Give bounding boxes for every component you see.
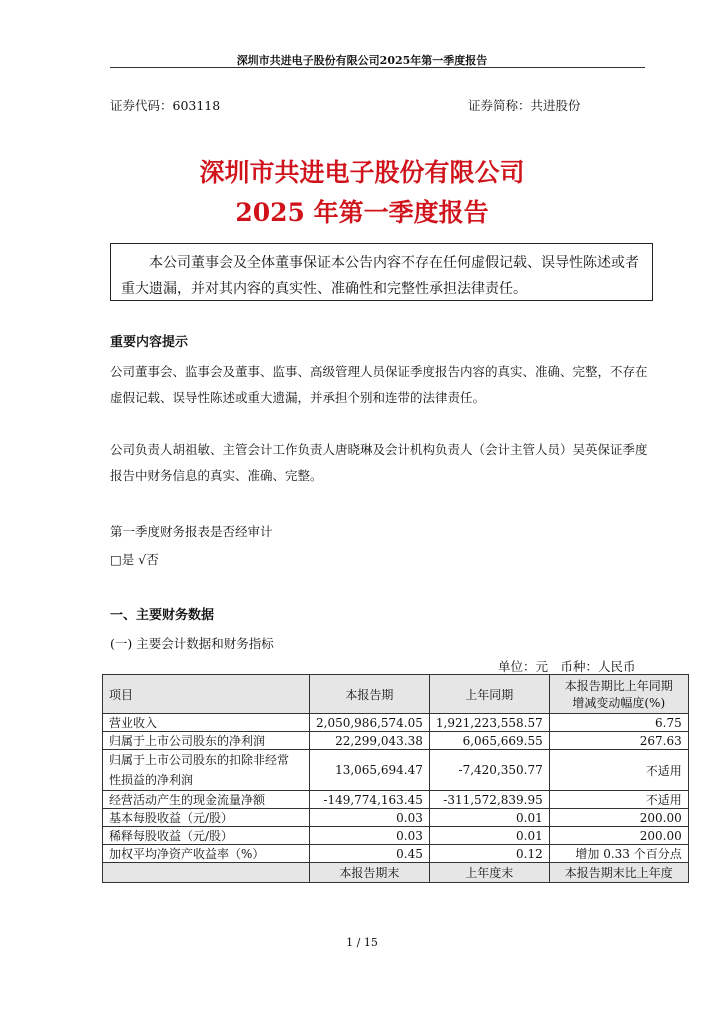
important-notice-title: 重要内容提示 — [110, 335, 189, 350]
row-prior: 0.01 — [429, 827, 549, 845]
table-row — [103, 714, 689, 732]
row-item: 加权平均净资产收益率（%） — [103, 845, 310, 863]
row-item — [103, 750, 310, 791]
table-header-row — [103, 675, 689, 714]
row-change: 增加 0.33 个百分点 — [549, 845, 688, 863]
row-item: 经营活动产生的现金流量净额 — [103, 791, 310, 809]
balance-header-change: 本报告期末比上年度 — [549, 863, 688, 883]
securities-name: 证券简称：共进股份 — [468, 98, 581, 113]
header-item: 项目 — [103, 675, 310, 714]
table-row — [103, 845, 689, 863]
row-item: 稀释每股收益（元/股） — [103, 827, 310, 845]
header-change — [549, 675, 688, 714]
table-row — [103, 809, 689, 827]
row-prior: 0.12 — [429, 845, 549, 863]
financial-data-table — [102, 674, 689, 883]
table-row — [103, 791, 689, 809]
report-title-company: 深圳市共进电子股份有限公司 — [199, 158, 525, 187]
board-notice-box — [110, 243, 653, 301]
section-main-financial-data: 一、主要财务数据 — [110, 608, 215, 623]
row-current: 22,299,043.38 — [310, 732, 430, 750]
header-change-line1: 本报告期比上年同期 — [564, 679, 673, 693]
securities-code: 证券代码：603118 — [110, 98, 221, 113]
table-row — [103, 827, 689, 845]
row-item-line2: 性损益的净利润 — [109, 773, 194, 787]
row-prior: 0.01 — [429, 809, 549, 827]
header-prior-period: 上年同期 — [429, 675, 549, 714]
header-divider — [110, 67, 645, 68]
row-current: 2,050,986,574.05 — [310, 714, 430, 732]
row-item: 营业收入 — [103, 714, 310, 732]
row-prior: 6,065,669.55 — [429, 732, 549, 750]
table-row — [103, 750, 689, 791]
table-row — [103, 732, 689, 750]
page-number: 1 / 15 — [346, 936, 378, 949]
row-current: 0.03 — [310, 827, 430, 845]
row-current: 0.45 — [310, 845, 430, 863]
row-current: 13,065,694.47 — [310, 750, 430, 791]
row-change: 267.63 — [549, 732, 688, 750]
header-change-line2: 增减变动幅度(%) — [572, 696, 666, 710]
row-prior: -311,572,839.95 — [429, 791, 549, 809]
row-change: 6.75 — [549, 714, 688, 732]
balance-header-row — [103, 863, 689, 883]
row-change: 不适用 — [549, 791, 688, 809]
row-change: 200.00 — [549, 827, 688, 845]
balance-header-prior: 上年度末 — [429, 863, 549, 883]
audit-question: 第一季度财务报表是否经审计 — [110, 524, 273, 539]
important-para-1: 公司董事会、监事会及董事、监事、高级管理人员保证季度报告内容的真实、准确、完整，不存在虚假记载、误导性陈述或重大遗漏，并承担个别和连带的法律责任。 — [110, 364, 648, 405]
row-current: 0.03 — [310, 809, 430, 827]
row-item: 基本每股收益（元/股） — [103, 809, 310, 827]
subsection-accounting-indicators: (一) 主要会计数据和财务指标 — [110, 636, 274, 651]
unit-currency-note: 单位：元 币种：人民币 — [498, 659, 636, 674]
row-change: 不适用 — [549, 750, 688, 791]
row-current: -149,774,163.45 — [310, 791, 430, 809]
report-title-period: 2025 年第一季度报告 — [235, 198, 489, 227]
row-item-line1: 归属于上市公司股东的扣除非经常 — [109, 753, 290, 767]
row-prior: -7,420,350.77 — [429, 750, 549, 791]
row-prior: 1,921,223,558.57 — [429, 714, 549, 732]
audit-answer: □是 √否 — [110, 552, 159, 567]
board-notice-text: 本公司董事会及全体董事保证本公告内容不存在任何虚假记载、误导性陈述或者重大遗漏，并对其内容的真实性、准确性和完整性承担法律责任。 — [121, 255, 639, 297]
important-para-2: 公司负责人胡祖敏、主管会计工作负责人唐晓琳及会计机构负责人（会计主管人员）吴英保证季度报告中财务信息的真实、准确、完整。 — [110, 442, 648, 483]
balance-header-blank — [103, 863, 310, 883]
header-current-period: 本报告期 — [310, 675, 430, 714]
row-change: 200.00 — [549, 809, 688, 827]
balance-header-current: 本报告期末 — [310, 863, 430, 883]
row-item: 归属于上市公司股东的净利润 — [103, 732, 310, 750]
running-header: 深圳市共进电子股份有限公司2025年第一季度报告 — [236, 54, 488, 67]
